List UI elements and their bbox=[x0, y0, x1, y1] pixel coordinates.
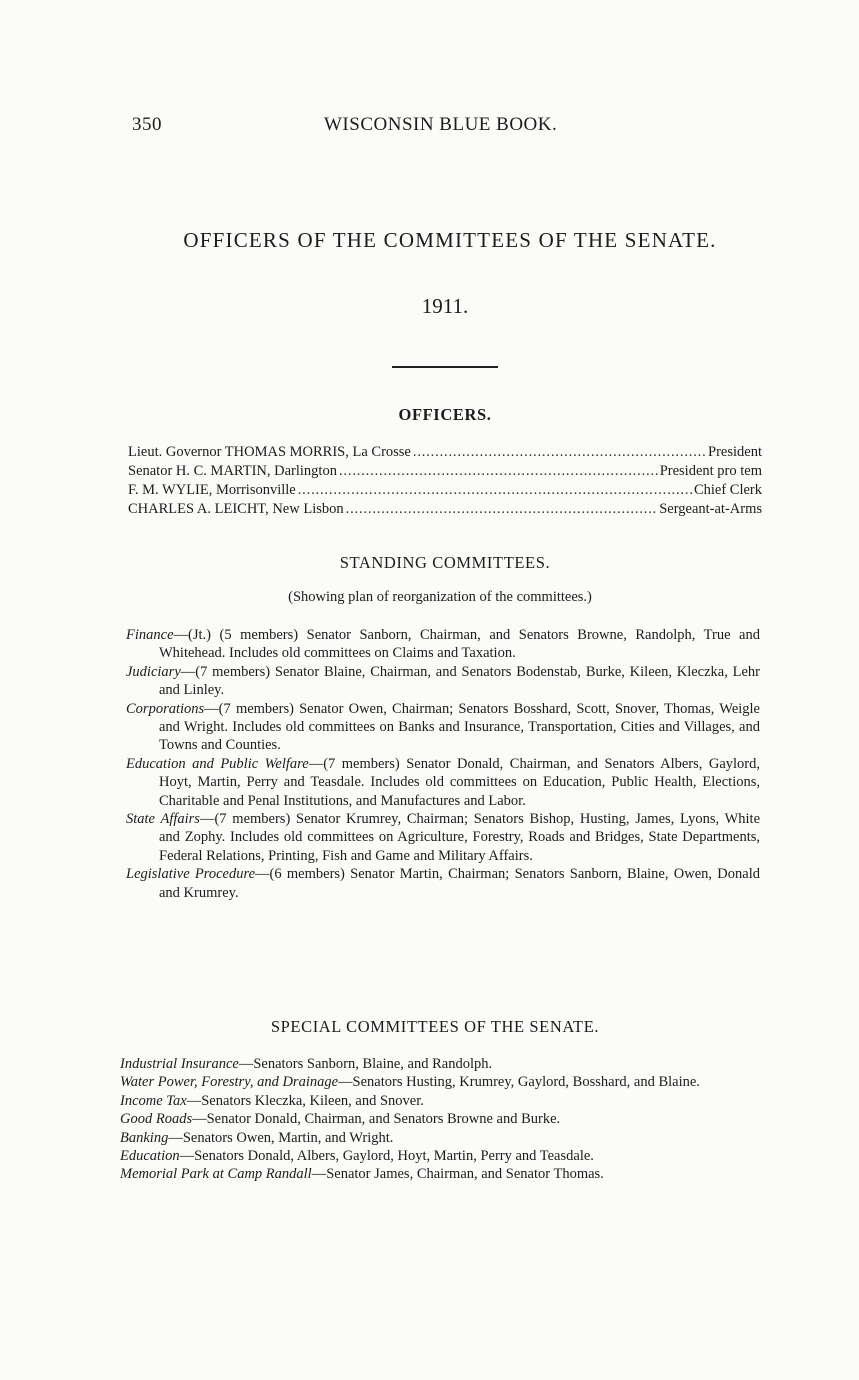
committee-entry bbox=[126, 865, 760, 902]
officer-row bbox=[128, 481, 762, 500]
year: 1911. bbox=[421, 294, 469, 318]
committee-name: State Affairs bbox=[126, 811, 200, 828]
committee-entry bbox=[126, 700, 760, 755]
committee-details: —Senators Donald, Albers, Gaylord, Hoyt, Martin, Perry and Teasdale. bbox=[179, 1148, 594, 1165]
divider-rule bbox=[392, 366, 498, 368]
page-title: OFFICERS OF THE COMMITTEES OF THE SENATE. bbox=[183, 228, 717, 252]
standing-committees-list bbox=[126, 626, 760, 902]
committee-entry bbox=[120, 1110, 754, 1128]
officer-name: F. M. WYLIE, Morrisonville bbox=[128, 482, 296, 498]
officer-row bbox=[128, 462, 762, 481]
committee-details: —Senator James, Chairman, and Senator Thomas. bbox=[311, 1166, 604, 1183]
committee-entry bbox=[126, 626, 760, 663]
committee-details: —Senator Donald, Chairman, and Senators Browne and Burke. bbox=[192, 1111, 561, 1128]
committee-name: Memorial Park at Camp Randall bbox=[120, 1166, 312, 1183]
committee-details: —(Jt.) (5 members) Senator Sanborn, Chairman, and Senators Browne, Randolph, True and Whitehead. Includes old committees on Claims and Taxation. bbox=[159, 627, 760, 662]
dot-leader bbox=[346, 500, 658, 519]
officer-title: Sergeant-at-Arms bbox=[659, 501, 762, 517]
book-title: WISCONSIN BLUE BOOK. bbox=[324, 114, 558, 135]
committee-entry bbox=[120, 1165, 754, 1183]
committee-name: Good Roads bbox=[120, 1111, 193, 1128]
committee-details: —(6 members) Senator Martin, Chairman; Senators Sanborn, Blaine, Owen, Donald and Krumrey. bbox=[159, 866, 760, 901]
dot-leader bbox=[298, 481, 692, 500]
committee-details: —Senators Kleczka, Kileen, and Snover. bbox=[186, 1092, 424, 1109]
officer-title: Chief Clerk bbox=[693, 482, 762, 498]
officers-heading: OFFICERS. bbox=[398, 405, 492, 424]
committee-entry bbox=[120, 1129, 754, 1147]
committee-entry bbox=[120, 1092, 754, 1110]
committee-details: —Senators Owen, Martin, and Wright. bbox=[168, 1129, 394, 1146]
committee-entry bbox=[120, 1073, 754, 1091]
committee-details: —Senators Sanborn, Blaine, and Randolph. bbox=[238, 1056, 493, 1072]
committee-entry bbox=[126, 663, 760, 700]
committee-details: —(7 members) Senator Krumrey, Chairman; Senators Bishop, Husting, James, Lyons, White and Zophy. Includes old committees on Agriculture, Forestry, Roads and Bridges, State Departments, Federal Relations, Printing, Fish and Game and Military Affairs. bbox=[159, 811, 760, 864]
officer-title: President pro tem bbox=[659, 463, 762, 479]
committee-name: Income Tax bbox=[120, 1092, 187, 1109]
committee-name: Judiciary bbox=[126, 663, 181, 680]
committee-details: —(7 members) Senator Owen, Chairman; Senators Bosshard, Scott, Snover, Thomas, Weigle and Wright. Includes old committees on Banks and Insurance, Transportation, Cities and Villages, and Towns and Counties. bbox=[159, 700, 760, 754]
committee-name: Education bbox=[120, 1148, 180, 1165]
dot-leader bbox=[413, 443, 706, 462]
standing-committees-heading: STANDING COMMITTEES. bbox=[339, 553, 551, 572]
special-committees-heading: SPECIAL COMMITTEES OF THE SENATE. bbox=[270, 1017, 600, 1036]
officer-row bbox=[128, 500, 762, 519]
officers-list bbox=[128, 443, 762, 519]
officer-title: President bbox=[708, 444, 762, 460]
dot-leader bbox=[339, 462, 658, 481]
officer-name: Senator H. C. MARTIN, Darlington bbox=[128, 463, 337, 479]
running-head bbox=[128, 114, 768, 140]
committee-name: Industrial Insurance bbox=[120, 1056, 239, 1072]
committee-name: Banking bbox=[120, 1129, 169, 1146]
committee-entry bbox=[126, 755, 760, 810]
committee-name: Water Power, Forestry, and Drainage bbox=[120, 1074, 339, 1091]
officer-row bbox=[128, 443, 762, 462]
reorganization-note: (Showing plan of reorganization of the committees.) bbox=[288, 589, 592, 605]
special-committees-list bbox=[120, 1055, 754, 1184]
committee-details: —(7 members) Senator Donald, Chairman, and Senators Albers, Gaylord, Hoyt, Martin, Perry and Teasdale. Includes old committees on Education, Public Health, Elections, Charitable and Penal Institutions, and Manufactures and Labor. bbox=[159, 755, 760, 809]
committee-entry bbox=[126, 810, 760, 865]
committee-name: Finance bbox=[126, 627, 174, 643]
committee-name: Legislative Procedure bbox=[126, 866, 256, 883]
officer-name: CHARLES A. LEICHT, New Lisbon bbox=[128, 501, 344, 517]
committee-details: —(7 members) Senator Blaine, Chairman, and Senators Bodenstab, Burke, Kileen, Kleczka, Lehr and Linley. bbox=[159, 663, 760, 699]
committee-name: Education and Public Welfare bbox=[126, 755, 309, 772]
committee-entry bbox=[120, 1055, 754, 1073]
committee-entry bbox=[120, 1147, 754, 1165]
committee-details: —Senators Husting, Krumrey, Gaylord, Bosshard, and Blaine. bbox=[338, 1074, 700, 1091]
officer-name: Lieut. Governor THOMAS MORRIS, La Crosse bbox=[128, 444, 411, 460]
page-number: 350 bbox=[132, 114, 162, 135]
committee-name: Corporations bbox=[126, 700, 205, 717]
